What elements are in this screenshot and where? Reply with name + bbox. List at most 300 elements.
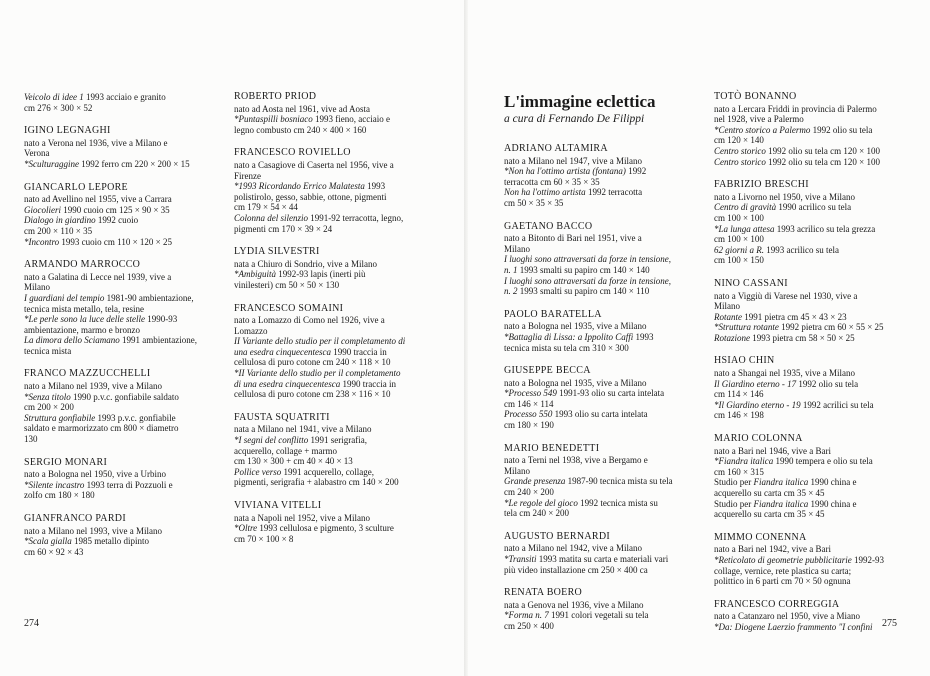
entry-text: nato a Bologna nel 1935, vive a Milano (504, 321, 647, 332)
entry-line (234, 315, 430, 326)
entry-line (234, 224, 430, 235)
artwork-title: *Forma n. 7 (504, 610, 549, 621)
entry-line (714, 234, 910, 245)
entry-line (234, 202, 430, 213)
entry-text: tecnica mista (24, 345, 72, 356)
entry-line (714, 255, 910, 266)
artist-entry (504, 310, 700, 353)
artwork-details: 1993 smalti su papiro cm 140 × 110 (517, 286, 650, 297)
artwork-details: 1991 pietra cm 45 × 43 × 23 (742, 311, 847, 322)
artist-name: AUGUSTO BERNARDI (504, 530, 611, 542)
entry-line (504, 254, 700, 265)
artwork-details: 1990 cuoio cm 125 × 90 × 35 (61, 204, 170, 215)
artwork-details: 1993 (633, 331, 654, 342)
left-page-column-2 (234, 92, 430, 557)
entry-line (504, 466, 700, 477)
entry-text: pigmenti cm 170 × 39 × 24 (234, 223, 333, 234)
entry-text: acquerello su carta cm 35 × 45 (714, 488, 825, 498)
entry-text: nato a Terni nel 1938, vive a Bergamo e (504, 455, 648, 466)
artist-name: FRANCO MAZZUCCHELLI (24, 368, 151, 380)
entry-text: cm 160 × 315 (714, 466, 764, 477)
entry-text: nata a Chiuro di Sondrio, vive a Milano (234, 258, 377, 269)
artwork-details: 1991-93 olio su carta intelata (556, 388, 665, 399)
entry-text: nato a Milano nel 1993, vive a Milano (24, 525, 162, 536)
entry-text: cm 70 × 100 × 8 (234, 533, 294, 544)
artist-entry (714, 279, 910, 344)
artist-entry (24, 92, 220, 113)
artist-entry (504, 144, 700, 209)
artwork-details: 1993 terra di Pozzuoli e (84, 479, 173, 490)
artwork-title: *Puntaspilli bosniaco (234, 114, 313, 125)
entry-line (714, 213, 910, 224)
entry-line (714, 135, 910, 146)
artwork-details: 1990 traccia in (340, 378, 396, 389)
entry-line (714, 576, 910, 587)
entry-line (24, 304, 220, 315)
artwork-details: 1990 china e (808, 477, 857, 488)
artwork-title: *Non ha l'ottimo artista (fontana) (504, 166, 626, 177)
entry-text: cellulosa di puro cotone cm 240 × 118 × 10 (234, 357, 391, 368)
entry-text: nel 1928, vive a Palermo (714, 114, 804, 125)
entry-line (234, 104, 430, 115)
entry-text: nato a Viggiù di Varese nel 1930, vive a (714, 290, 858, 301)
entry-line (714, 555, 910, 566)
entry-text: cm 200 × 200 (24, 402, 74, 413)
artist-name: RENATA BOERO (504, 587, 583, 599)
entry-text: cm 179 × 54 × 44 (234, 202, 298, 213)
entry-text: nato a Milano nel 1947, vive a Milano (504, 155, 642, 166)
entry-line (234, 435, 430, 446)
book-gutter (464, 0, 468, 676)
entry-line (714, 488, 910, 499)
entry-line (504, 265, 700, 276)
artwork-title: *I segni del conflitto (234, 435, 309, 446)
artwork-title: Veicolo di idee 1 (24, 92, 84, 102)
artwork-details: 1991 colori vegetali su tela (548, 610, 649, 621)
entry-line (714, 611, 910, 622)
entry-line (714, 379, 910, 390)
artwork-title: I luoghi sono attraversati da forze in tensione, (504, 275, 671, 286)
entry-line (714, 477, 910, 488)
entry-line (714, 146, 910, 157)
entry-line (714, 322, 910, 333)
entry-text: nato a Lercara Friddi in provincia di Palermo (714, 103, 877, 114)
artist-entry (24, 458, 220, 501)
artwork-details: 1990-93 (144, 314, 178, 325)
artwork-title: *II Variante dello studio per il completamento (234, 368, 401, 379)
artwork-details: 1992 olio su tela (796, 378, 859, 389)
right-page-column-2 (714, 92, 910, 646)
artwork-details: 1992 olio su tela cm 120 × 100 (765, 145, 880, 156)
entry-line (714, 312, 910, 323)
entry-line (234, 336, 430, 347)
artwork-title: *Fiandra italica (714, 456, 774, 467)
entry-line (504, 286, 700, 297)
artist-entry (714, 600, 910, 633)
entry-text: più video installazione cm 250 × 400 ca (504, 564, 648, 575)
entry-line (504, 187, 700, 198)
artwork-title: *Sculturaggine (24, 158, 79, 169)
entry-text: nato ad Aosta nel 1961, vive ad Aosta (234, 103, 370, 114)
entry-text: nato a Milano nel 1942, vive a Milano (504, 543, 642, 554)
entry-line (234, 114, 430, 125)
entry-text: cm 114 × 146 (714, 389, 764, 400)
entry-line (234, 523, 430, 534)
artwork-title: *Le perle sono la luce delle stelle (24, 314, 145, 325)
entry-line (24, 148, 220, 159)
entry-line (504, 276, 700, 287)
entry-line (234, 326, 430, 337)
page-number-left: 274 (24, 618, 39, 629)
artwork-details: 1990 p.v.c. gonfiabile saldato (70, 391, 179, 402)
right-page-column-1 (504, 144, 700, 645)
entry-line (714, 114, 910, 125)
page-number-right: 275 (882, 618, 897, 629)
entry-line (714, 368, 910, 379)
artwork-details: 1992 terracotta (585, 187, 643, 198)
artwork-details: 1987-90 tecnica mista su tela (565, 476, 673, 487)
artwork-details: 1992 pietra cm 60 × 55 × 25 (778, 322, 884, 333)
entry-text: cm 276 × 300 × 52 (24, 102, 93, 113)
artwork-title: La dimora dello Sciamano (24, 335, 120, 346)
artist-name: LYDIA SILVESTRI (234, 246, 320, 258)
artwork-title: *La lunga attesa (714, 223, 775, 234)
entry-line (234, 347, 430, 358)
entry-line (714, 622, 910, 633)
entry-text: nata a Napoli nel 1952, vive a Milano (234, 512, 370, 523)
entry-line (714, 566, 910, 577)
entry-line (234, 513, 430, 524)
left-page-column-1 (24, 92, 220, 570)
entry-line (504, 378, 700, 389)
entry-text: nato ad Avellino nel 1955, vive a Carrara (24, 194, 172, 205)
artwork-title: 62 giorni a R. (714, 244, 765, 255)
artwork-title: *Transiti (504, 554, 537, 564)
entry-line (504, 498, 700, 509)
artwork-details: 1990 acrilico su tela (776, 202, 852, 213)
entry-line (504, 233, 700, 244)
entry-line (504, 476, 700, 487)
entry-line (504, 244, 700, 255)
entry-line (234, 389, 430, 400)
artwork-title: *Oltre (234, 523, 258, 534)
entry-line (504, 399, 700, 410)
artwork-details: 1993 olio su carta intelata (552, 409, 648, 420)
entry-line (24, 194, 220, 205)
entry-line (714, 499, 910, 510)
entry-line (504, 565, 700, 576)
artwork-details: 1992 acrilici su tela (800, 399, 874, 410)
artist-name: MIMMO CONENNA (714, 531, 807, 543)
entry-text: collage, vernice, rete plastica su carta; (714, 565, 852, 576)
entry-text: pigmenti, serigrafia + alabastro cm 140 × 200 (234, 477, 399, 488)
entry-text: tecnica mista metallo, tela, resine (24, 303, 144, 314)
entry-text: polittico in 6 parti cm 70 × 50 ognuna (714, 576, 851, 587)
entry-line (714, 544, 910, 555)
entry-text: cm 50 × 35 × 35 (504, 197, 564, 208)
artist-entry (714, 434, 910, 520)
artwork-title: *Battaglia di Lissa: a Ippolito Caffi (504, 331, 634, 342)
artwork-title: *Reticolato di geometrie pubblicitarie (714, 554, 852, 565)
artwork-details: 1992 (625, 166, 647, 177)
entry-line (24, 205, 220, 216)
artist-entry (234, 148, 430, 234)
artist-entry (24, 126, 220, 169)
entry-line (24, 226, 220, 237)
artwork-title: Processo 550 (504, 409, 553, 420)
entry-text: Milano (24, 282, 50, 293)
artwork-details: 1991 serigrafia, (308, 435, 367, 446)
artist-name: GIUSEPPE BECCA (504, 365, 591, 377)
entry-line (24, 314, 220, 325)
entry-text: cm 240 × 200 (504, 487, 554, 498)
artist-name: PAOLO BARATELLA (504, 308, 602, 320)
entry-line (24, 215, 220, 226)
artwork-details: 1990 traccia in (330, 346, 387, 357)
artwork-title: II Variante dello studio per il completamento di (234, 336, 406, 347)
artwork-title: Colonna del silenzio (234, 212, 308, 223)
entry-text: cm 120 × 140 (714, 135, 764, 146)
artwork-details: 1993 cellulosa e pigmento, 3 sculture (257, 523, 394, 534)
entry-text: nato a Catanzaro nel 1950, vive a Miano (714, 611, 860, 622)
artwork-details: 1992 ferro cm 220 × 200 × 15 (79, 158, 190, 169)
artist-entry (714, 92, 910, 167)
entry-line (234, 192, 430, 203)
entry-line (234, 213, 430, 224)
artist-name: GAETANO BACCO (504, 220, 593, 232)
entry-text: nato a Lomazzo di Como nel 1926, vive a (234, 315, 385, 326)
entry-line (234, 125, 430, 136)
entry-line (504, 600, 700, 611)
entry-text: cm 180 × 190 (504, 420, 554, 431)
artwork-title: *Incontro (24, 236, 60, 247)
entry-text: Studio per (714, 477, 754, 488)
entry-line (234, 446, 430, 457)
section-heading (504, 92, 700, 127)
artist-entry (504, 532, 700, 575)
entry-text: Firenze (234, 170, 261, 181)
artwork-title: n. 1 (504, 264, 518, 275)
entry-line (504, 508, 700, 519)
artist-name: ROBERTO PRIOD (234, 91, 317, 102)
artist-entry (234, 501, 430, 544)
artwork-title: Pollice verso (234, 466, 282, 477)
artwork-title: una esedra cinquecentesca (234, 346, 331, 357)
artist-entry (714, 180, 910, 266)
entry-line (234, 160, 430, 171)
entry-text: acquerello su carta cm 35 × 45 (714, 509, 825, 520)
artist-entry (234, 304, 430, 400)
artist-entry (714, 533, 910, 587)
artist-name: ADRIANO ALTAMIRA (504, 143, 608, 154)
entry-text: cm 130 × 300 + cm 40 × 40 × 13 (234, 456, 353, 467)
artwork-title: *Centro storico a Palermo (714, 124, 811, 135)
entry-line (234, 259, 430, 270)
entry-line (24, 92, 220, 103)
artwork-title: Non ha l'ottimo artista (504, 187, 586, 198)
entry-text: nato a Bologna nel 1935, vive a Milano (504, 377, 647, 388)
entry-line (504, 487, 700, 498)
artwork-details: 1993 acciaio e granito (83, 92, 166, 102)
artwork-title: I guardiani del tempio (24, 292, 105, 303)
artwork-details: 1993 fieno, acciaio e (312, 114, 390, 125)
artwork-details: 1993 acrilico su tela (764, 244, 839, 255)
entry-line (24, 282, 220, 293)
entry-text: nato a Bitonto di Bari nel 1951, vive a (504, 233, 642, 244)
artist-name: FRANCESCO CORREGGIA (714, 598, 840, 610)
entry-line (714, 446, 910, 457)
artwork-title: Rotazione (714, 332, 750, 343)
artist-entry (504, 366, 700, 431)
artwork-title: *Il Giardino eterno - 19 (714, 399, 801, 410)
entry-line (504, 388, 700, 399)
artwork-title: Giocolieri (24, 204, 61, 215)
section-title: L'immagine eclettica (504, 92, 656, 111)
entry-line (24, 138, 220, 149)
artwork-title: *Le regole del gioco (504, 497, 578, 508)
entry-line (234, 280, 430, 291)
artist-entry (24, 183, 220, 248)
artwork-details: 1993 matita su carta e materiali vari (536, 554, 669, 564)
entry-line (24, 434, 220, 445)
entry-text: tela cm 240 × 200 (504, 508, 570, 519)
entry-line (504, 198, 700, 209)
artwork-details: 1992 olio su tela (810, 124, 873, 135)
entry-text: cm 250 × 400 (504, 620, 554, 631)
entry-text: nato a Galatina di Lecce nel 1939, vive a (24, 271, 172, 282)
artist-name: FRANCESCO SOMAINI (234, 302, 344, 314)
artwork-title: *Scala gialla (24, 536, 72, 547)
entry-text: nato a Milano nel 1939, vive a Milano (24, 381, 162, 392)
entry-line (714, 245, 910, 256)
artist-name: GIANCARLO LEPORE (24, 181, 128, 193)
artwork-title: Centro di gravità (714, 202, 777, 213)
section-subtitle: a cura di Fernando De Filippi (504, 113, 645, 125)
artwork-title: Centro storico (714, 156, 766, 167)
entry-line (24, 346, 220, 357)
entry-line (714, 389, 910, 400)
artwork-details: 1992-93 (851, 554, 884, 565)
entry-line (234, 534, 430, 545)
artist-entry (504, 444, 700, 519)
entry-line (504, 321, 700, 332)
artist-entry (504, 222, 700, 297)
entry-text: nato a Bari nel 1946, vive a Bari (714, 445, 831, 456)
artwork-details: 1990 tempera e olio su tela (773, 456, 873, 467)
entry-line (504, 177, 700, 188)
entry-line (24, 392, 220, 403)
artwork-title: *Silente incastro (24, 479, 85, 490)
entry-line (714, 192, 910, 203)
entry-line (24, 490, 220, 501)
artist-entry (504, 588, 700, 631)
artist-name: SERGIO MONARI (24, 456, 108, 468)
entry-line (234, 357, 430, 368)
entry-line (24, 469, 220, 480)
artwork-title: *Processo 549 (504, 388, 557, 399)
entry-line (24, 237, 220, 248)
artist-name: FRANCESCO ROVIELLO (234, 147, 351, 159)
artwork-details: 1992 cuoio (95, 215, 139, 226)
entry-line (24, 413, 220, 424)
artist-entry (234, 247, 430, 290)
artist-name: MARIO BENEDETTI (504, 442, 600, 454)
entry-line (714, 157, 910, 168)
artwork-title: *Ambiguità (234, 269, 276, 280)
entry-line (504, 409, 700, 420)
entry-line (24, 480, 220, 491)
entry-line (234, 456, 430, 467)
entry-text: nato a Casagiove di Caserta nel 1956, vive a (234, 159, 394, 170)
entry-line (234, 171, 430, 182)
artwork-title: Rotante (714, 311, 742, 322)
artwork-title: *Da: Diogene Laerzio frammento "I confini (714, 621, 873, 632)
artist-entry (24, 514, 220, 557)
entry-line (24, 325, 220, 336)
entry-line (504, 156, 700, 167)
artist-name: HSIAO CHIN (714, 355, 775, 367)
artwork-details: 1992-93 lapis (inerti più (276, 269, 366, 280)
entry-text: 130 (24, 434, 38, 445)
entry-text: cm 100 × 100 (714, 212, 764, 223)
entry-line (234, 467, 430, 478)
entry-text: Milano (504, 243, 530, 254)
entry-line (714, 400, 910, 411)
entry-line (24, 547, 220, 558)
entry-line (234, 269, 430, 280)
artwork-details: 1993 p.v.c. gonfiabile (95, 412, 176, 423)
entry-text: cm 146 × 114 (504, 398, 554, 409)
entry-text: nata a Genova nel 1936, vive a Milano (504, 599, 644, 610)
artwork-details: 1993 cuoio cm 110 × 120 × 25 (59, 236, 172, 247)
artwork-title: Il Giardino eterno - 17 (714, 378, 797, 389)
artist-name: ARMANDO MARROCCO (24, 259, 141, 271)
entry-line (714, 467, 910, 478)
artwork-details: 1985 metallo dipinto (71, 536, 149, 547)
entry-line (504, 455, 700, 466)
entry-text: cellulosa di puro cotone cm 238 × 116 × 10 (234, 389, 391, 400)
entry-line (504, 332, 700, 343)
entry-text: Studio per (714, 498, 754, 509)
artwork-title: *Struttura rotante (714, 322, 779, 333)
entry-line (714, 410, 910, 421)
entry-line (234, 477, 430, 488)
artwork-title: Dialogo in giardino (24, 215, 96, 226)
artist-entry (24, 369, 220, 444)
artist-entry (234, 92, 430, 135)
entry-line (714, 456, 910, 467)
artwork-title: Grande presenza (504, 476, 566, 487)
entry-line (714, 333, 910, 344)
artwork-title: Centro storico (714, 145, 766, 156)
entry-line (504, 554, 700, 565)
artwork-details: 1991-92 terracotta, legno, (308, 212, 404, 223)
entry-text: nata a Milano nel 1941, vive a Milano (234, 424, 372, 435)
entry-line (24, 103, 220, 114)
artwork-details: 1981-90 ambientazione, (104, 292, 194, 303)
artwork-details: 1992 olio su tela cm 120 × 100 (765, 156, 880, 167)
artwork-details: 1993 acrilico su tela grezza (774, 223, 876, 234)
artwork-details: 1992 tecnica mista su (577, 497, 658, 508)
artwork-title: *1993 Ricordando Errico Malatesta (234, 181, 365, 192)
entry-text: nato a Bologna nel 1950, vive a Urbino (24, 469, 166, 480)
entry-text: cm 60 × 92 × 43 (24, 546, 84, 557)
entry-text: legno combusto cm 240 × 400 × 160 (234, 124, 367, 135)
entry-text: acquerello, collage + marmo (234, 445, 338, 456)
artist-name: TOTÒ BONANNO (714, 91, 797, 102)
entry-line (714, 125, 910, 136)
entry-text: cm 200 × 110 × 35 (24, 225, 93, 236)
